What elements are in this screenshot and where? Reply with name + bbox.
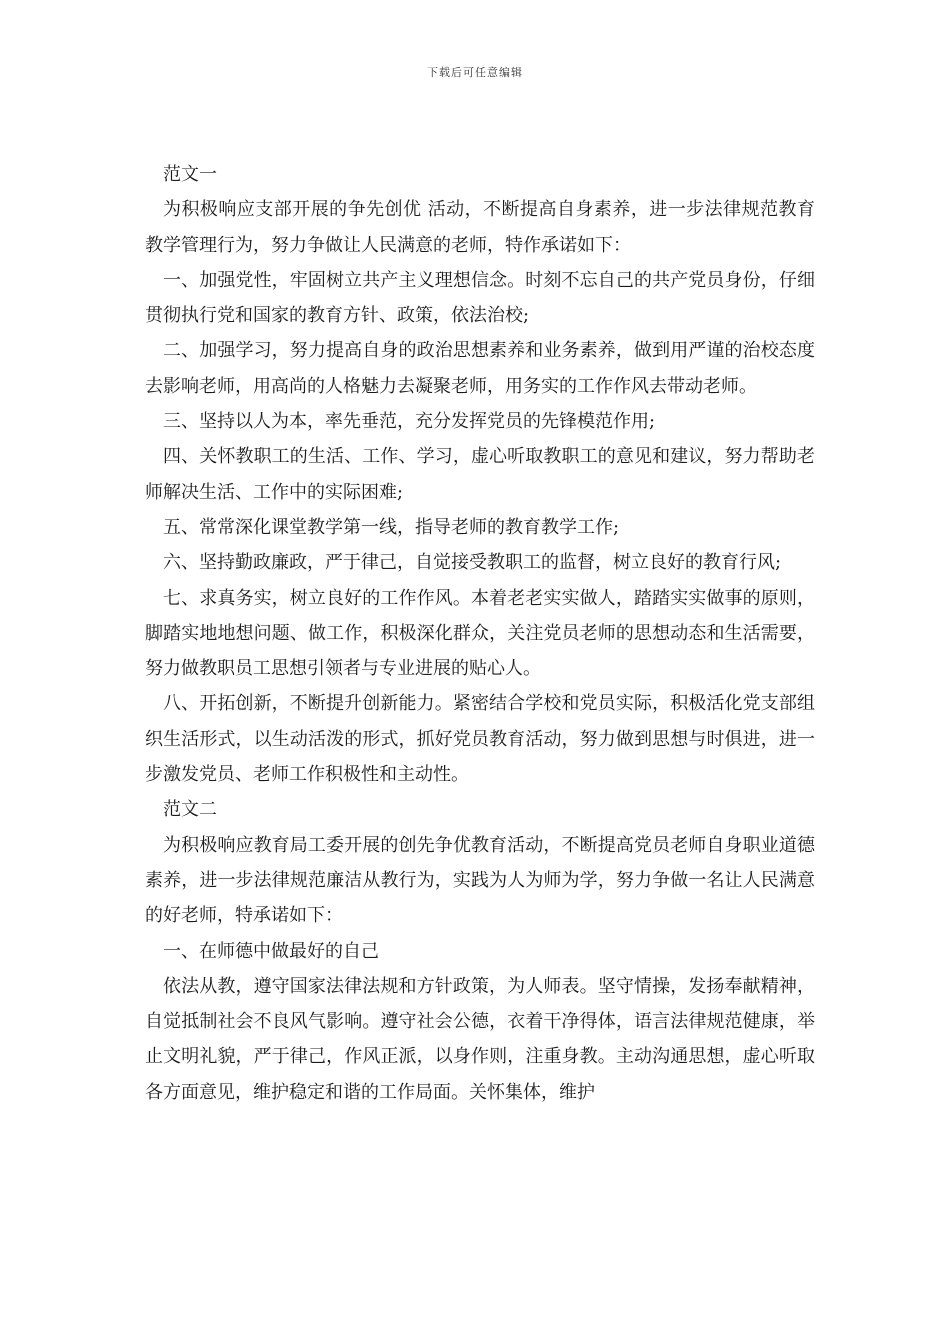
- paragraph-item-8: 八、开拓创新，不断提升创新能力。紧密结合学校和党员实际，积极活化党支部组织生活形式，以生动活泼的形式，抓好党员教育活动，努力做到思想与时俱进，进一步激发党员、老师工作积极性和主动性。: [145, 693, 815, 786]
- paragraph-intro-one: 为积极响应支部开展的争先创优 活动，不断提高自身素养，进一步法律规范教育教学管理行为，努力争做让人民满意的老师，特作承诺如下：: [145, 199, 815, 256]
- page-header: 下载后可任意编辑: [427, 66, 523, 79]
- paragraph-item-7: 七、求真务实，树立良好的工作作风。本着老老实实做人，踏踏实实做事的原则，脚踏实地地想问题、做工作，积极深化群众，关注党员老师的思想动态和生活需要，努力做教职员工思想引领者与专业进展的贴心人。: [145, 587, 815, 680]
- heading-sample-one: 范文一: [163, 164, 217, 185]
- paragraph-body-1: 依法从教，遵守国家法律法规和方针政策，为人师表。坚守情操，发扬奉献精神，自觉抵制社会不良风气影响。遵守社会公德，衣着干净得体，语言法律规范健康，举止文明礼貌，严于律己，作风正派，以身作则，注重身教。主动沟通思想，虚心听取各方面意见，维护稳定和谐的工作局面。关怀集体，维护: [145, 975, 815, 1103]
- paragraph-intro-two: 为积极响应教育局工委开展的创先争优教育活动，不断提高党员老师自身职业道德素养，进一步法律规范廉洁从教行为，实践为人为师为学，努力争做一名让人民满意的好老师，特承诺如下：: [145, 834, 815, 927]
- paragraph-item-4: 四、关怀教职工的生活、工作、学习，虚心听取教职工的意见和建议，努力帮助老师解决生活、工作中的实际困难;: [145, 446, 815, 503]
- paragraph-item-5: 五、常常深化课堂教学第一线，指导老师的教育教学工作;: [163, 516, 620, 538]
- paragraph-subheading-1: 一、在师德中做最好的自己: [163, 940, 379, 962]
- paragraph-item-6: 六、坚持勤政廉政，严于律己，自觉接受教职工的监督，树立良好的教育行风;: [163, 552, 782, 574]
- document-body: [145, 157, 815, 1110]
- paragraph-item-3: 三、坚持以人为本，率先垂范，充分发挥党员的先锋模范作用;: [163, 411, 656, 433]
- paragraph-item-1: 一、加强党性，牢固树立共产主义理想信念。时刻不忘自己的共产党员身份，仔细贯彻执行党和国家的教育方针、政策，依法治校;: [145, 269, 815, 327]
- heading-sample-two: 范文二: [163, 799, 217, 821]
- paragraph-item-2: 二、加强学习，努力提高自身的政治思想素养和业务素养，做到用严谨的治校态度去影响老师，用高尚的人格魅力去凝聚老师，用务实的工作作风去带动老师。: [145, 340, 815, 397]
